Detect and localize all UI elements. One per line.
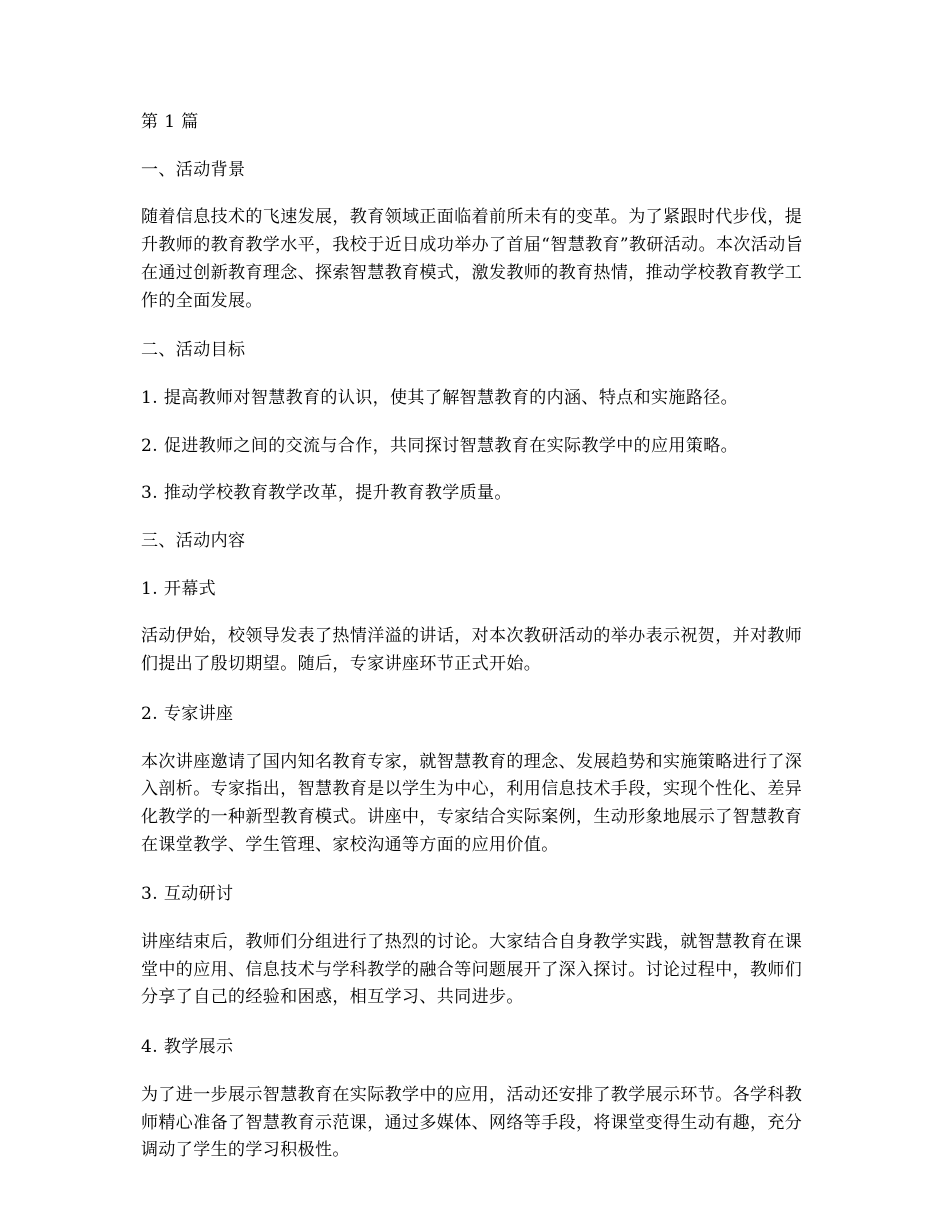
subheading-lecture: 2. 专家讲座 — [141, 703, 234, 724]
paragraph-background: 随着信息技术的飞速发展，教育领域正面临着前所未有的变革。为了紧跟时代步伐，提升教师的教育教学水平，我校于近日成功举办了首届“智慧教育”教研活动。本次活动旨在通过创新教育理念、探索智慧教育模式，激发教师的教育热情，推动学校教育教学工作的全面发展。 — [141, 207, 803, 311]
paragraph-discussion: 讲座结束后，教师们分组进行了热烈的讨论。大家结合自身教学实践，就智慧教育在课堂中的应用、信息技术与学科教学的融合等问题展开了深入探讨。讨论过程中，教师们分享了自己的经验和困惑，相互学习、共同进步。 — [141, 932, 803, 1008]
goal-item-2: 2. 促进教师之间的交流与合作，共同探讨智慧教育在实际教学中的应用策略。 — [141, 435, 739, 456]
paragraph-lecture: 本次讲座邀请了国内知名教育专家，就智慧教育的理念、发展趋势和实施策略进行了深入剖析。专家指出，智慧教育是以学生为中心，利用信息技术手段，实现个性化、差异化教学的一种新型教育模式。讲座中，专家结合实际案例，生动形象地展示了智慧教育在课堂教学、学生管理、家校沟通等方面的应用价值。 — [141, 751, 803, 855]
subheading-discussion: 3. 互动研讨 — [141, 884, 234, 905]
paragraph-opening: 活动伊始，校领导发表了热情洋溢的讲话，对本次教研活动的举办表示祝贺，并对教师们提出了殷切期望。随后，专家讲座环节正式开始。 — [141, 626, 803, 675]
subheading-teaching-demo: 4. 教学展示 — [141, 1037, 234, 1058]
section-heading-background: 一、活动背景 — [141, 159, 246, 180]
chapter-title: 第 1 篇 — [141, 112, 199, 132]
paragraph-teaching-demo: 为了进一步展示智慧教育在实际教学中的应用，活动还安排了教学展示环节。各学科教师精心准备了智慧教育示范课，通过多媒体、网络等手段，将课堂变得生动有趣，充分调动了学生的学习积极性。 — [141, 1084, 803, 1161]
goal-item-1: 1. 提高教师对智慧教育的认识，使其了解智慧教育的内涵、特点和实施路径。 — [141, 387, 739, 408]
subheading-opening: 1. 开幕式 — [141, 578, 217, 599]
section-heading-content: 三、活动内容 — [141, 531, 246, 552]
goal-item-3: 3. 推动学校教育教学改革，提升教育教学质量。 — [141, 483, 512, 504]
section-heading-goals: 二、活动目标 — [141, 340, 246, 361]
document-body — [141, 109, 813, 1165]
